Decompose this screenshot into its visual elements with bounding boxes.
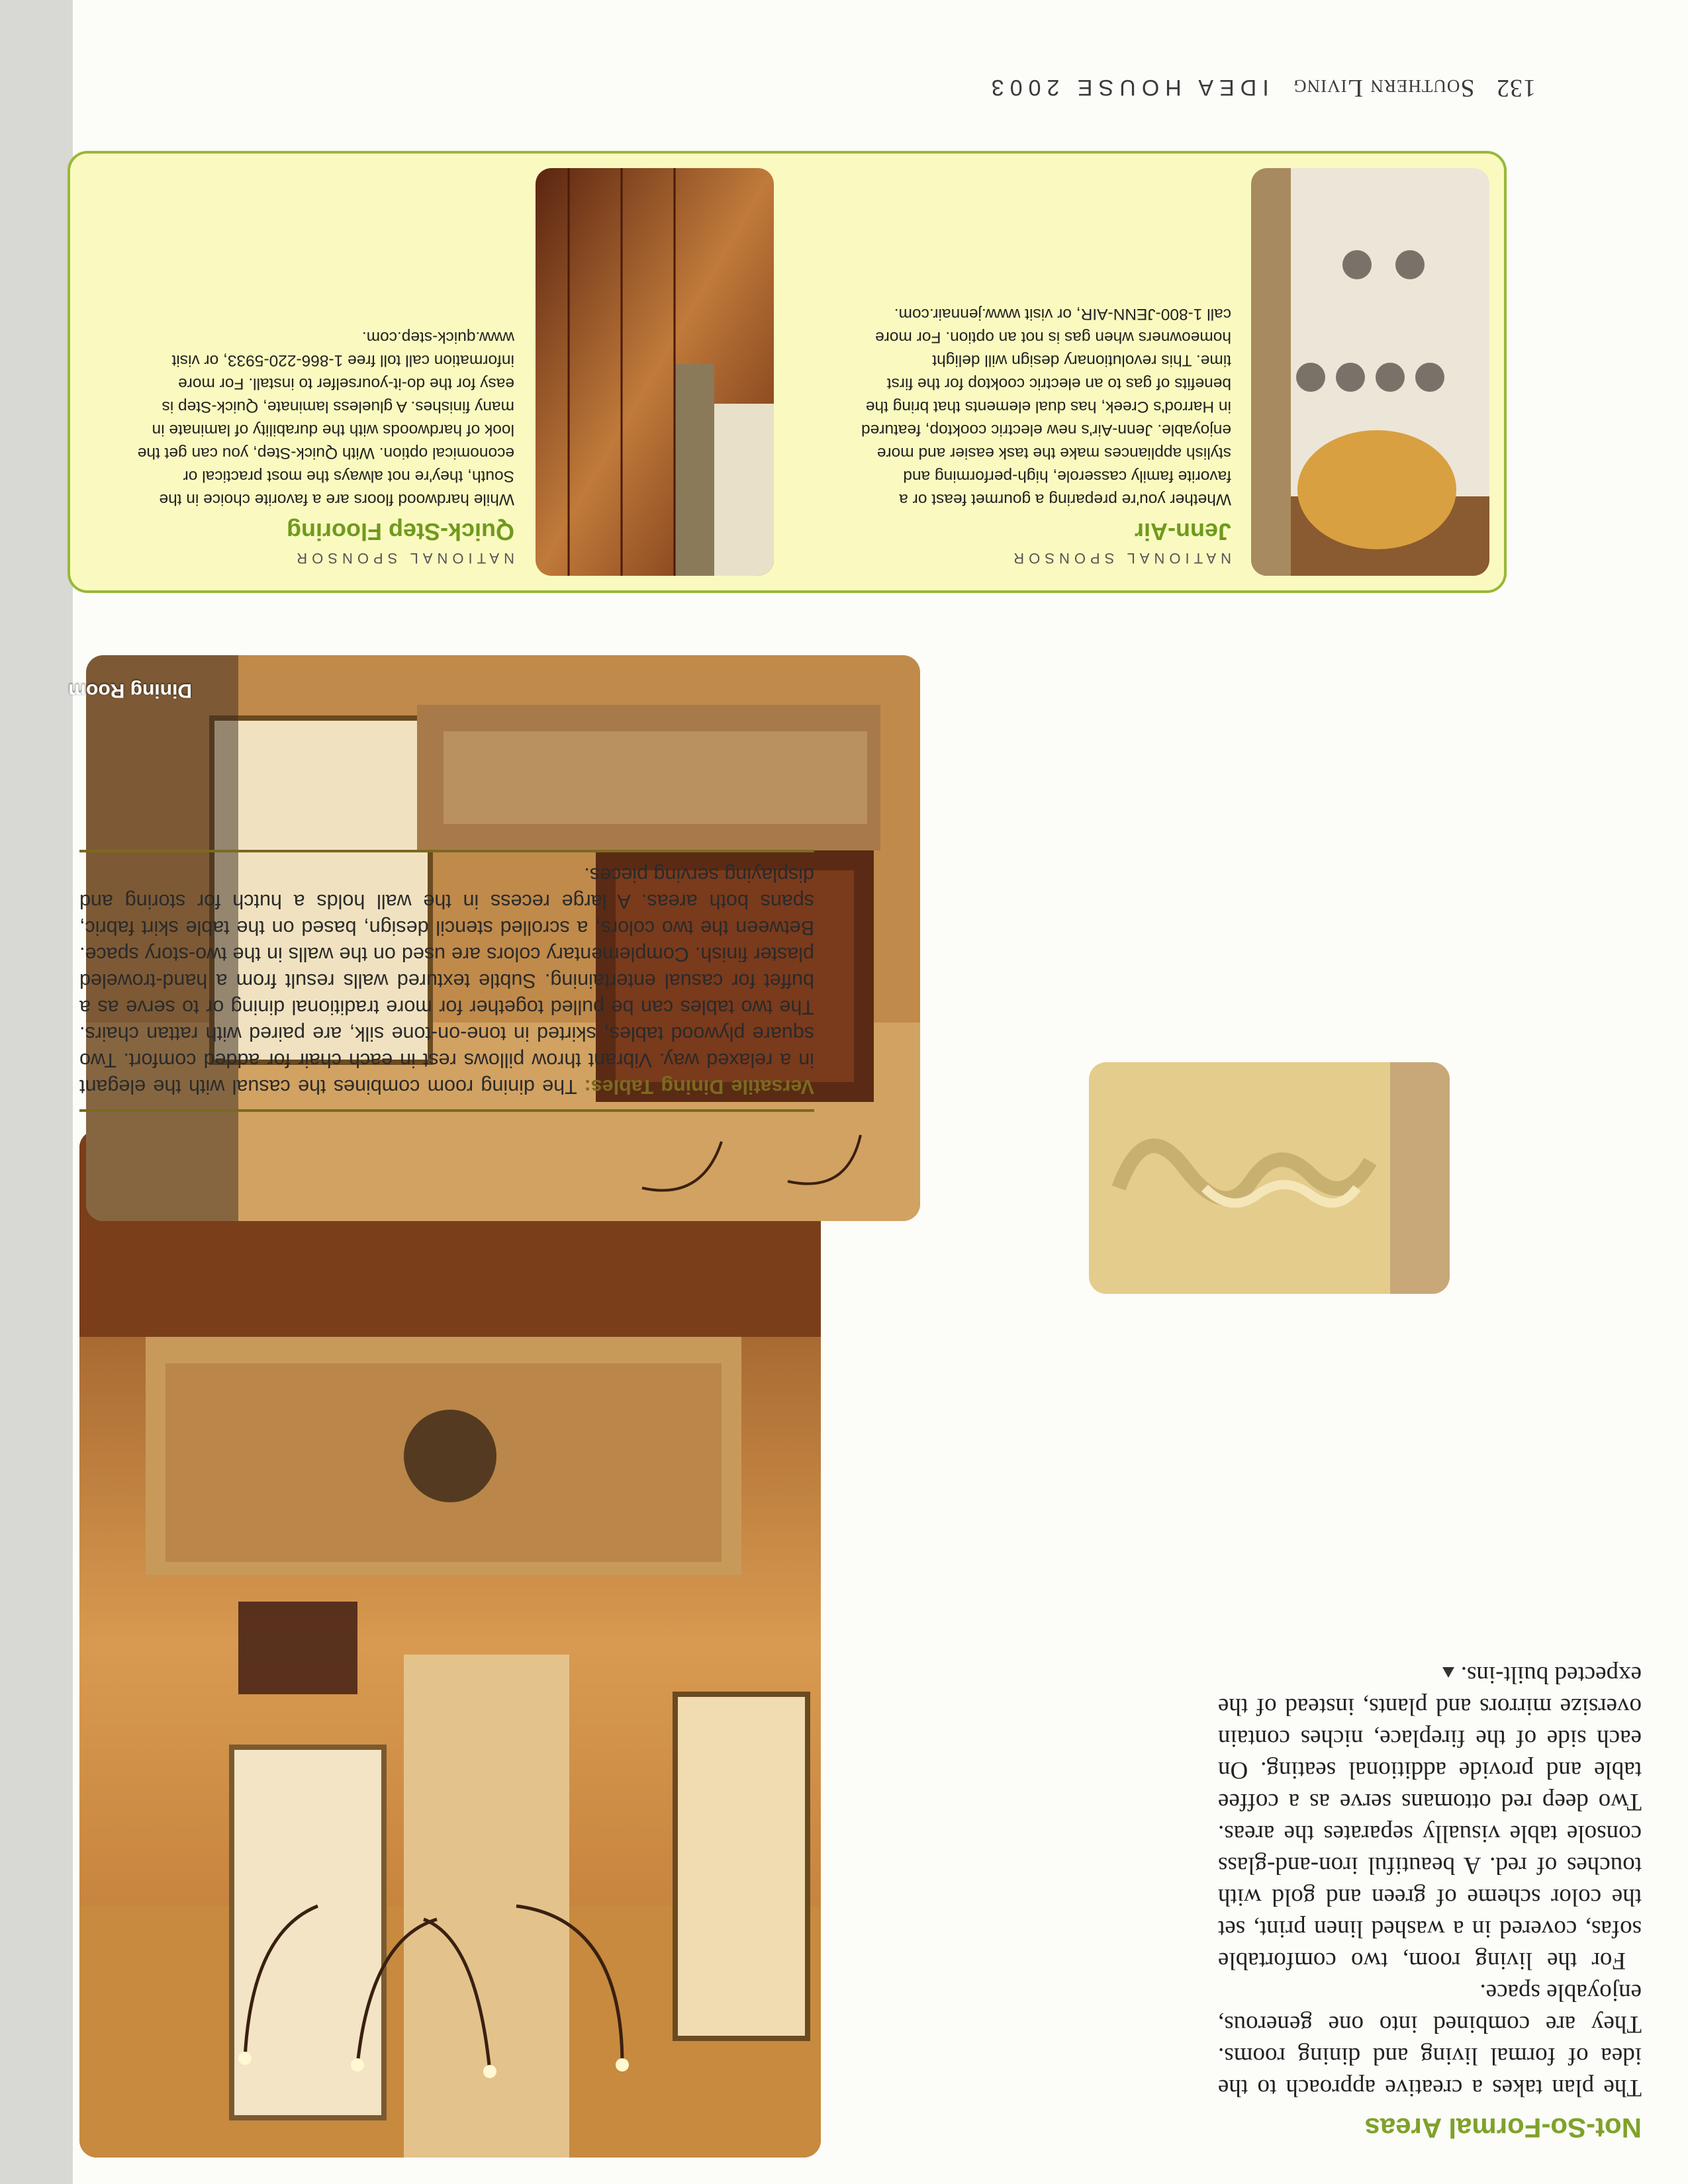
dining-text-block xyxy=(79,850,814,1112)
sponsor-box xyxy=(68,151,1507,593)
sponsor-name: Quick-Step Flooring xyxy=(286,518,514,545)
flooring-photo xyxy=(536,168,774,576)
sponsor-label: NATIONAL SPONSOR xyxy=(1009,550,1231,567)
page-number: 132 xyxy=(1496,74,1536,102)
sponsor-jenn-air xyxy=(789,154,1504,590)
stencil-photo xyxy=(1089,1062,1450,1294)
issue-name: IDEA HOUSE 2003 xyxy=(985,75,1269,100)
article-title: Not-So-Formal Areas xyxy=(1364,2113,1642,2144)
divider xyxy=(79,850,814,852)
quick-step-text xyxy=(137,326,514,567)
article-paragraph-2: For the living room, two comfortable sofas, covered in a washed linen print, set the color scheme of green and gold with touches of red. A beautiful iron-and-glass console table visually separates the areas. Two deep red ottomans serve as a coffee table and provide additional seating. On each side of the fireplace, niches contain oversize mirrors and plants, instead of the expected built-ins. xyxy=(1218,1661,1642,1974)
article-paragraph-1: The plan takes a creative approach to the idea of formal living and dining rooms. They are combined into one generous, enjoyable space. xyxy=(1218,1978,1642,2101)
publication-name: Southern Living xyxy=(1293,74,1475,102)
divider xyxy=(79,1109,814,1112)
dining-paragraph: Versatile Dining Tables: The dining room combines the casual with the elegant in a relaxed way. Vibrant throw pillows rest in each chair for added comfort. Two square plywood tables, skirted in tone-on-tone silk, are paired with rattan chairs. The two tables can be pulled together for more traditional dining or to serve as a buffet for casual entertaining. Subtle textured walls result from a hand-troweled plaster finish. Complementary colors are used on the walls in the two-story space. Between the two colors, a scrolled stencil design, based on the table skirt fabric, spans both areas. A large recess in the wall holds a hutch for storing and displaying serving pieces. xyxy=(79,864,814,1098)
page-header xyxy=(986,73,1536,103)
continue-arrow-icon xyxy=(1442,1667,1454,1678)
cooktop-photo xyxy=(1251,168,1489,576)
sponsor-body: While hardwood floors are a favorite choice in the South, they're not always the most practical or economical option. With Quick-Step, you can get the look of hardwoods with the durability of laminate in many finishes. A glueless laminate, Quick-Step is easy for the do-it-yourselfer to install. For more information call toll free 1-866-220-5933, or visit www.quick-step.com. xyxy=(137,328,514,508)
living-room-photo xyxy=(79,1130,821,2158)
sponsor-label: NATIONAL SPONSOR xyxy=(292,550,514,567)
sponsor-name: Jenn-Air xyxy=(1134,518,1231,545)
sponsor-body: Whether you're preparing a gourmet feast or a favorite family casserole, high-performing and stylish appliances make the task easier and more enjoyable. Jenn-Air's new electric cooktop, featured in Harrod's Creek, has dual elements that bring the benefits of gas to an electric cooktop for the first time. This revolutionary design will delight homeowners when gas is not an option. For more call 1-800-JENN-AIR, or visit www.jennair.com. xyxy=(861,305,1231,508)
dining-room-caption: Dining Room xyxy=(68,680,192,702)
article-column xyxy=(1218,1659,1642,2143)
jenn-air-text xyxy=(854,302,1231,567)
sponsor-quick-step xyxy=(70,154,787,590)
dining-lead-in: Versatile Dining Tables: xyxy=(584,1075,814,1098)
